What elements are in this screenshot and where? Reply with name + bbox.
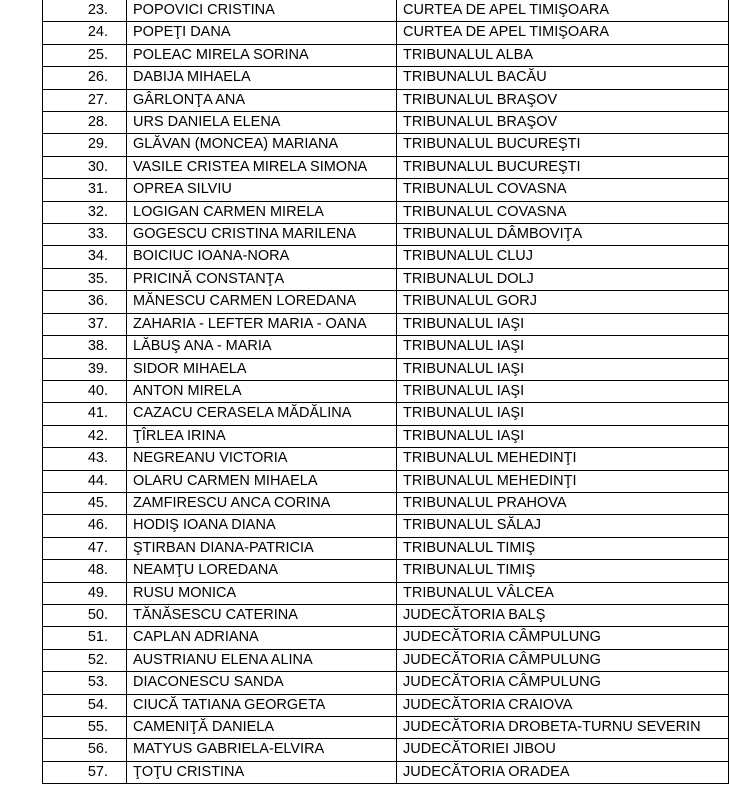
row-number-cell: 50.	[43, 604, 127, 626]
row-number-cell: 38.	[43, 336, 127, 358]
court-name-cell: TRIBUNALUL TIMIŞ	[397, 537, 729, 559]
row-number-cell: 36.	[43, 291, 127, 313]
person-name-cell: GOGESCU CRISTINA MARILENA	[127, 224, 397, 246]
court-name-cell: JUDECĂTORIEI JIBOU	[397, 739, 729, 761]
row-number-cell: 28.	[43, 112, 127, 134]
row-number-cell: 35.	[43, 268, 127, 290]
person-name-cell: CAZACU CERASELA MĂDĂLINA	[127, 403, 397, 425]
table-row	[43, 380, 729, 402]
person-name-cell: MATYUS GABRIELA-ELVIRA	[127, 739, 397, 761]
person-name-cell: GLĂVAN (MONCEA) MARIANA	[127, 134, 397, 156]
table-row	[43, 492, 729, 514]
person-name-cell: NEAMŢU LOREDANA	[127, 560, 397, 582]
table-row	[43, 649, 729, 671]
row-number-cell: 53.	[43, 672, 127, 694]
person-name-cell: POLEAC MIRELA SORINA	[127, 44, 397, 66]
court-name-cell: TRIBUNALUL DOLJ	[397, 268, 729, 290]
person-name-cell: ANTON MIRELA	[127, 380, 397, 402]
court-name-cell: TRIBUNALUL BRAŞOV	[397, 89, 729, 111]
document-page	[42, 0, 728, 784]
table-row	[43, 739, 729, 761]
row-number-cell: 41.	[43, 403, 127, 425]
row-number-cell: 52.	[43, 649, 127, 671]
court-name-cell: JUDECĂTORIA CÂMPULUNG	[397, 649, 729, 671]
table-row	[43, 179, 729, 201]
court-name-cell: JUDECĂTORIA DROBETA-TURNU SEVERIN	[397, 717, 729, 739]
court-name-cell: TRIBUNALUL IAŞI	[397, 425, 729, 447]
court-name-cell: JUDECĂTORIA BALŞ	[397, 604, 729, 626]
row-number-cell: 26.	[43, 67, 127, 89]
table-row	[43, 470, 729, 492]
table-row	[43, 134, 729, 156]
court-name-cell: TRIBUNALUL GORJ	[397, 291, 729, 313]
court-name-cell: TRIBUNALUL BRAŞOV	[397, 112, 729, 134]
row-number-cell: 40.	[43, 380, 127, 402]
table-row	[43, 44, 729, 66]
table-row	[43, 627, 729, 649]
row-number-cell: 43.	[43, 448, 127, 470]
row-number-cell: 49.	[43, 582, 127, 604]
court-name-cell: TRIBUNALUL IAŞI	[397, 336, 729, 358]
court-name-cell: TRIBUNALUL COVASNA	[397, 179, 729, 201]
court-name-cell: JUDECĂTORIA ORADEA	[397, 761, 729, 783]
table-row	[43, 156, 729, 178]
court-name-cell: TRIBUNALUL IAŞI	[397, 313, 729, 335]
table-row	[43, 582, 729, 604]
person-name-cell: PRICINĂ CONSTANŢA	[127, 268, 397, 290]
person-name-cell: RUSU MONICA	[127, 582, 397, 604]
table-row	[43, 67, 729, 89]
person-name-cell: OPREA SILVIU	[127, 179, 397, 201]
court-name-cell: TRIBUNALUL IAŞI	[397, 380, 729, 402]
table-row	[43, 246, 729, 268]
table-row	[43, 112, 729, 134]
court-name-cell: JUDECĂTORIA CÂMPULUNG	[397, 672, 729, 694]
court-name-cell: CURTEA DE APEL TIMIŞOARA	[397, 22, 729, 44]
table-row	[43, 336, 729, 358]
table-row	[43, 89, 729, 111]
row-number-cell: 30.	[43, 156, 127, 178]
court-name-cell: TRIBUNALUL MEHEDINŢI	[397, 448, 729, 470]
row-number-cell: 46.	[43, 515, 127, 537]
table-row	[43, 537, 729, 559]
table-row	[43, 224, 729, 246]
court-name-cell: TRIBUNALUL IAŞI	[397, 358, 729, 380]
table-row	[43, 313, 729, 335]
table-row	[43, 560, 729, 582]
court-name-cell: JUDECĂTORIA CÂMPULUNG	[397, 627, 729, 649]
table-row	[43, 717, 729, 739]
person-name-cell: DIACONESCU SANDA	[127, 672, 397, 694]
person-name-cell: HODIŞ IOANA DIANA	[127, 515, 397, 537]
court-name-cell: TRIBUNALUL VÂLCEA	[397, 582, 729, 604]
court-name-cell: TRIBUNALUL ALBA	[397, 44, 729, 66]
row-number-cell: 51.	[43, 627, 127, 649]
court-name-cell: TRIBUNALUL TIMIŞ	[397, 560, 729, 582]
table-row	[43, 201, 729, 223]
person-name-cell: VASILE CRISTEA MIRELA SIMONA	[127, 156, 397, 178]
judges-table	[42, 0, 729, 784]
row-number-cell: 29.	[43, 134, 127, 156]
court-name-cell: TRIBUNALUL PRAHOVA	[397, 492, 729, 514]
person-name-cell: LĂBUŞ ANA - MARIA	[127, 336, 397, 358]
table-row	[43, 22, 729, 44]
person-name-cell: LOGIGAN CARMEN MIRELA	[127, 201, 397, 223]
table-row	[43, 425, 729, 447]
table-row	[43, 358, 729, 380]
person-name-cell: ŞTIRBAN DIANA-PATRICIA	[127, 537, 397, 559]
table-row	[43, 403, 729, 425]
row-number-cell: 48.	[43, 560, 127, 582]
row-number-cell: 42.	[43, 425, 127, 447]
person-name-cell: ŢÎRLEA IRINA	[127, 425, 397, 447]
person-name-cell: CAPLAN ADRIANA	[127, 627, 397, 649]
row-number-cell: 44.	[43, 470, 127, 492]
person-name-cell: ZAMFIRESCU ANCA CORINA	[127, 492, 397, 514]
table-body	[43, 0, 729, 784]
court-name-cell: TRIBUNALUL CLUJ	[397, 246, 729, 268]
court-name-cell: TRIBUNALUL BUCUREŞTI	[397, 134, 729, 156]
table-row	[43, 268, 729, 290]
court-name-cell: TRIBUNALUL BUCUREŞTI	[397, 156, 729, 178]
person-name-cell: TĂNĂSESCU CATERINA	[127, 604, 397, 626]
row-number-cell: 55.	[43, 717, 127, 739]
table-row	[43, 515, 729, 537]
person-name-cell: CAMENIŢĂ DANIELA	[127, 717, 397, 739]
row-number-cell: 25.	[43, 44, 127, 66]
court-name-cell: TRIBUNALUL DÂMBOVIŢA	[397, 224, 729, 246]
court-name-cell: TRIBUNALUL SĂLAJ	[397, 515, 729, 537]
court-name-cell: TRIBUNALUL BACĂU	[397, 67, 729, 89]
table-row	[43, 694, 729, 716]
row-number-cell: 54.	[43, 694, 127, 716]
court-name-cell: JUDECĂTORIA CRAIOVA	[397, 694, 729, 716]
court-name-cell: CURTEA DE APEL TIMIŞOARA	[397, 0, 729, 22]
court-name-cell: TRIBUNALUL IAŞI	[397, 403, 729, 425]
person-name-cell: POPEŢI DANA	[127, 22, 397, 44]
row-number-cell: 32.	[43, 201, 127, 223]
table-row	[43, 448, 729, 470]
person-name-cell: SIDOR MIHAELA	[127, 358, 397, 380]
person-name-cell: MĂNESCU CARMEN LOREDANA	[127, 291, 397, 313]
person-name-cell: POPOVICI CRISTINA	[127, 0, 397, 22]
row-number-cell: 33.	[43, 224, 127, 246]
row-number-cell: 34.	[43, 246, 127, 268]
row-number-cell: 37.	[43, 313, 127, 335]
person-name-cell: CIUCĂ TATIANA GEORGETA	[127, 694, 397, 716]
row-number-cell: 23.	[43, 0, 127, 22]
person-name-cell: AUSTRIANU ELENA ALINA	[127, 649, 397, 671]
person-name-cell: ŢOŢU CRISTINA	[127, 761, 397, 783]
court-name-cell: TRIBUNALUL MEHEDINŢI	[397, 470, 729, 492]
row-number-cell: 57.	[43, 761, 127, 783]
person-name-cell: URS DANIELA ELENA	[127, 112, 397, 134]
table-row	[43, 604, 729, 626]
row-number-cell: 24.	[43, 22, 127, 44]
person-name-cell: ZAHARIA - LEFTER MARIA - OANA	[127, 313, 397, 335]
table-row	[43, 0, 729, 22]
person-name-cell: OLARU CARMEN MIHAELA	[127, 470, 397, 492]
table-row	[43, 761, 729, 783]
row-number-cell: 45.	[43, 492, 127, 514]
row-number-cell: 47.	[43, 537, 127, 559]
person-name-cell: NEGREANU VICTORIA	[127, 448, 397, 470]
row-number-cell: 56.	[43, 739, 127, 761]
court-name-cell: TRIBUNALUL COVASNA	[397, 201, 729, 223]
person-name-cell: BOICIUC IOANA-NORA	[127, 246, 397, 268]
person-name-cell: GÂRLONŢA ANA	[127, 89, 397, 111]
row-number-cell: 27.	[43, 89, 127, 111]
table-row	[43, 672, 729, 694]
row-number-cell: 31.	[43, 179, 127, 201]
row-number-cell: 39.	[43, 358, 127, 380]
person-name-cell: DABIJA MIHAELA	[127, 67, 397, 89]
table-row	[43, 291, 729, 313]
